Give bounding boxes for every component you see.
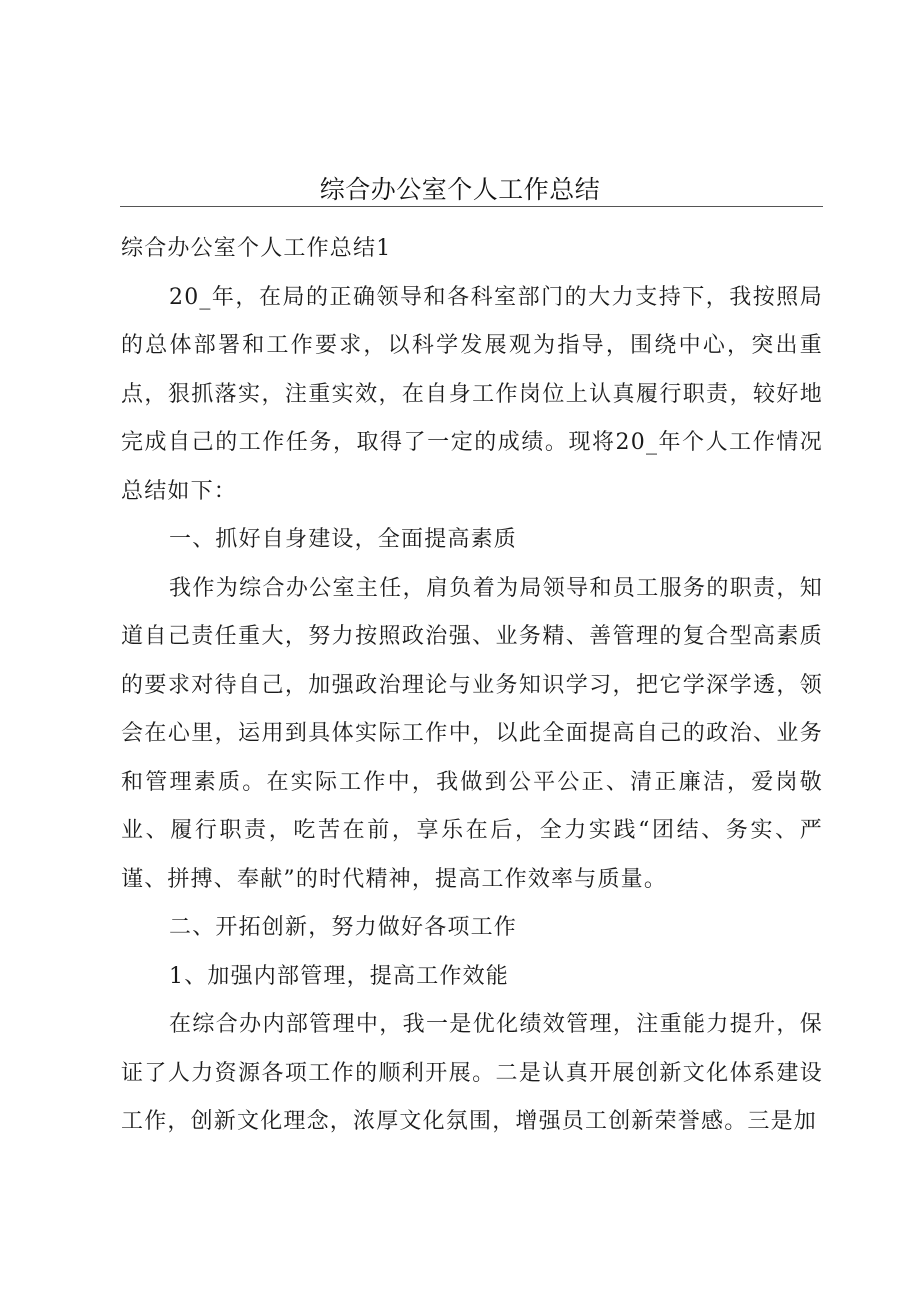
paragraph-self-building: 我作为综合办公室主任，肩负着为局领导和员工服务的职责，知道自己责任重大，努力按照政治强、业务精、善管理的复合型高素质的要求对待自己，加强政治理论与业务知识学习，把它学深学透，领会在心里，运用到具体实际工作中，以此全面提高自己的政治、业务和管理素质。在实际工作中，我做到公平公正、清正廉洁，爱岗敬业、履行职责，吃苦在前，享乐在后，全力实践“团结、务实、严谨、拼搏、奉献”的时代精神，提高工作效率与质量。 bbox=[121, 575, 823, 892]
heading-section-1: 一、抓好自身建设，全面提高素质 bbox=[169, 527, 518, 552]
subheading-internal-management: 1、加强内部管理，提高工作效能 bbox=[169, 963, 509, 989]
page-title: 综合办公室个人工作总结 bbox=[319, 175, 601, 204]
section-heading: 综合办公室个人工作总结1 bbox=[121, 236, 392, 261]
paragraph-internal-management: 在综合办内部管理中，我一是优化绩效管理，注重能力提升，保证了人力资源各项工作的顺利开展。二是认真开展创新文化体系建设工作，创新文化理念，浓厚文化氛围，增强员工创新荣誉感。三是加 bbox=[121, 1012, 823, 1134]
document-body bbox=[121, 225, 823, 1147]
heading-section-2: 二、开拓创新，努力做好各项工作 bbox=[169, 915, 518, 940]
paragraph-intro: 20_年，在局的正确领导和各科室部门的大力支持下，我按照局的总体部署和工作要求，以科学发展观为指导，围绕中心，突出重点，狠抓落实，注重实效，在自身工作岗位上认真履行职责，较好地完成自己的工作任务，取得了一定的成绩。现将20_年个人工作情况总结如下： bbox=[121, 284, 823, 504]
title-divider bbox=[120, 206, 823, 207]
